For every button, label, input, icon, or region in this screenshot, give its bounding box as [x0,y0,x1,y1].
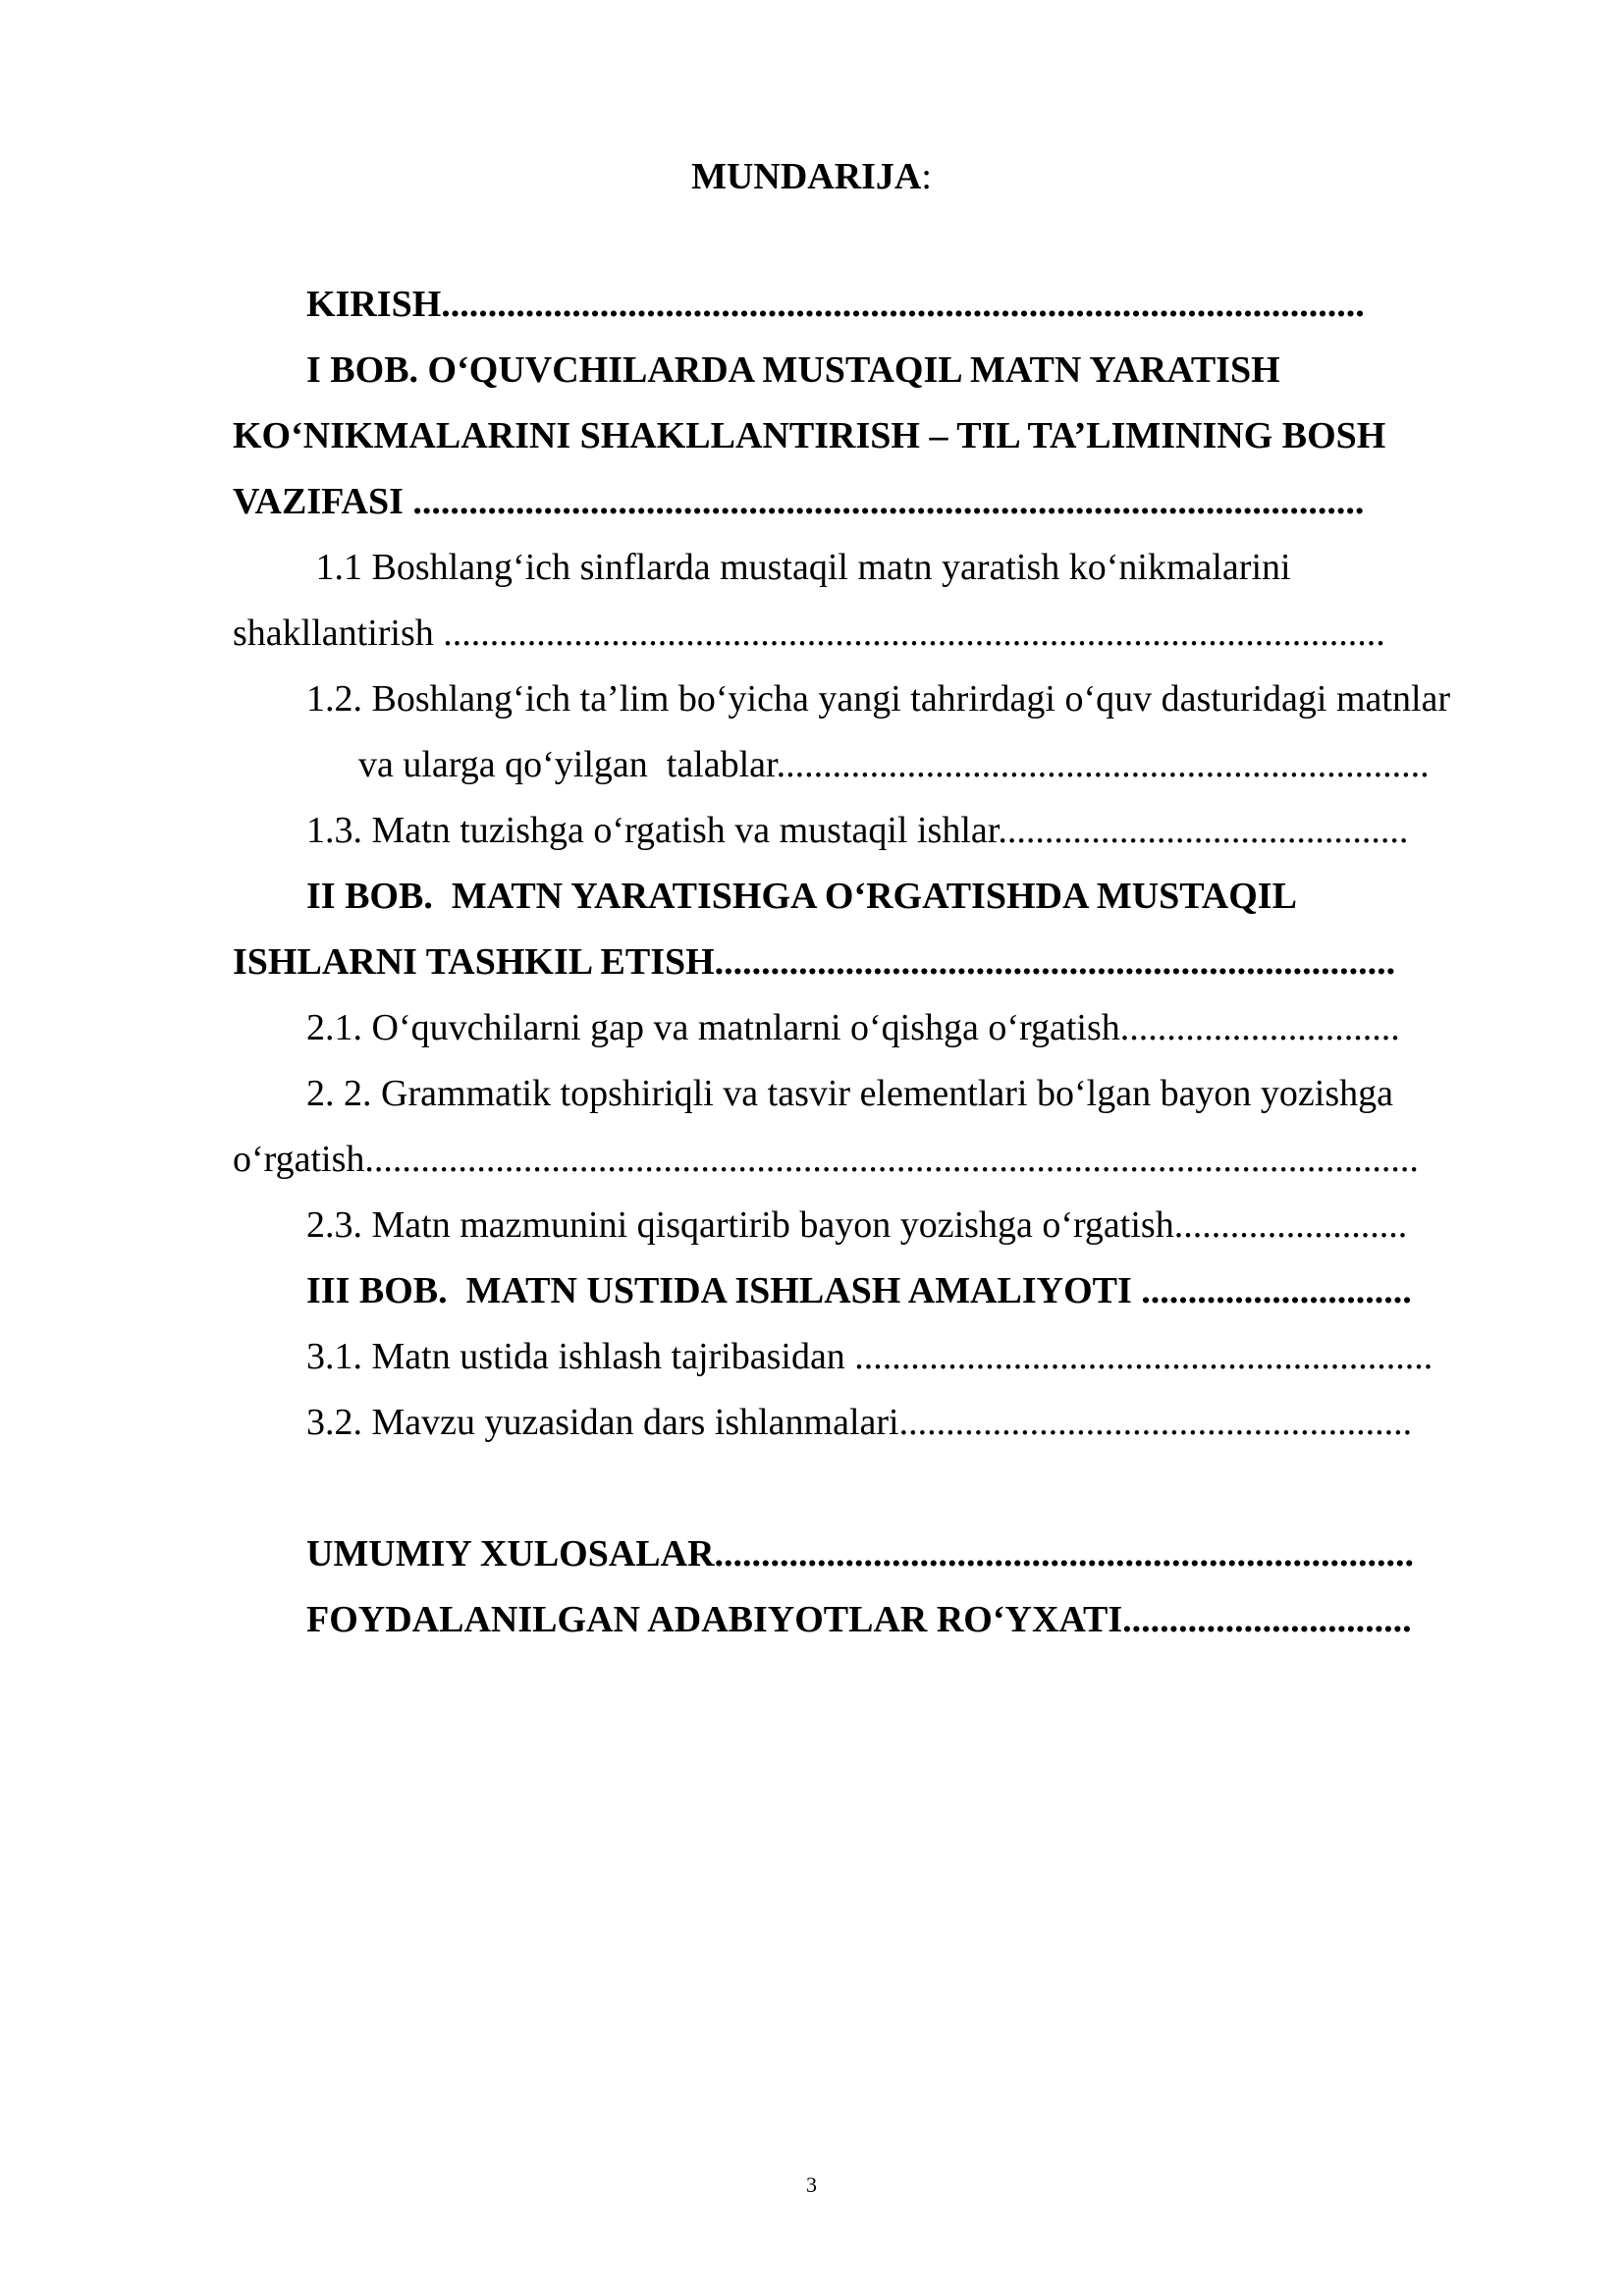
toc-entry-section-1-1-line-2: shakllantirish ..................................................................................................... [233,613,1385,654]
toc-entry-chapter-2-line-1: II BOB. MATN YARATISHGA O‘RGATISHDA MUSTAQIL [306,876,1297,917]
page-title [0,151,1623,202]
toc-entry-section-3-2: 3.2. Mavzu yuzasidan dars ishlanmalari....................................................... [306,1402,1413,1443]
title-text: MUNDARIJA [691,156,922,197]
toc-entry-section-1-3: 1.3. Matn tuzishga o‘rgatish va mustaqil ishlar............................................ [306,810,1409,851]
toc-entry-section-2-2-line-2: o‘rgatish................................................................................................................. [233,1139,1419,1180]
toc-entry-conclusions: UMUMIY XULOSALAR........................................................................... [306,1533,1415,1575]
toc-entry-section-1-1-line-1: 1.1 Boshlang‘ich sinflarda mustaqil matn yaratish ko‘nikmalarini [306,547,1291,588]
toc-entry-references: FOYDALANILGAN ADABIYOTLAR RO‘YXATI............................... [306,1599,1412,1640]
toc-entry-section-2-3: 2.3. Matn mazmunini qisqartirib bayon yozishga o‘rgatish......................... [306,1204,1408,1246]
toc-entry-section-1-2-line-1: 1.2. Boshlang‘ich ta’lim bo‘yicha yangi tahrirdagi o‘quv dasturidagi matnlar [306,678,1451,720]
toc-entry-section-3-1: 3.1. Matn ustida ishlash tajribasidan .............................................................. [306,1336,1434,1377]
toc-entry-section-2-1: 2.1. O‘quvchilarni gap va matnlarni o‘qishga o‘rgatish.............................. [306,1007,1400,1048]
toc-entry-chapter-2-line-2: ISHLARNI TASHKIL ETISH......................................................................... [233,941,1396,983]
toc-entry-chapter-1-line-2: KO‘NIKMALARINI SHAKLLANTIRISH – TIL TA’LIMINING BOSH [233,415,1386,456]
toc-entry-chapter-3: III BOB. MATN USTIDA ISHLASH AMALIYOTI ............................. [306,1270,1412,1311]
toc-entry-chapter-1-line-3: VAZIFASI ...................................................................................................... [233,481,1365,522]
toc-entry-kirish: KIRISH................................................................................................... [306,284,1365,325]
title-colon: : [921,156,932,197]
toc-entry-section-2-2-line-1: 2. 2. Grammatik topshiriqli va tasvir elementlari bo‘lgan bayon yozishga [306,1073,1394,1114]
toc-entry-chapter-1-line-1: I BOB. O‘QUVCHILARDA MUSTAQIL MATN YARATISH [306,349,1280,391]
page-number: 3 [806,2172,817,2197]
toc-entry-section-1-2-line-2: va ularga qo‘yilgan talablar...................................................................... [358,744,1430,785]
